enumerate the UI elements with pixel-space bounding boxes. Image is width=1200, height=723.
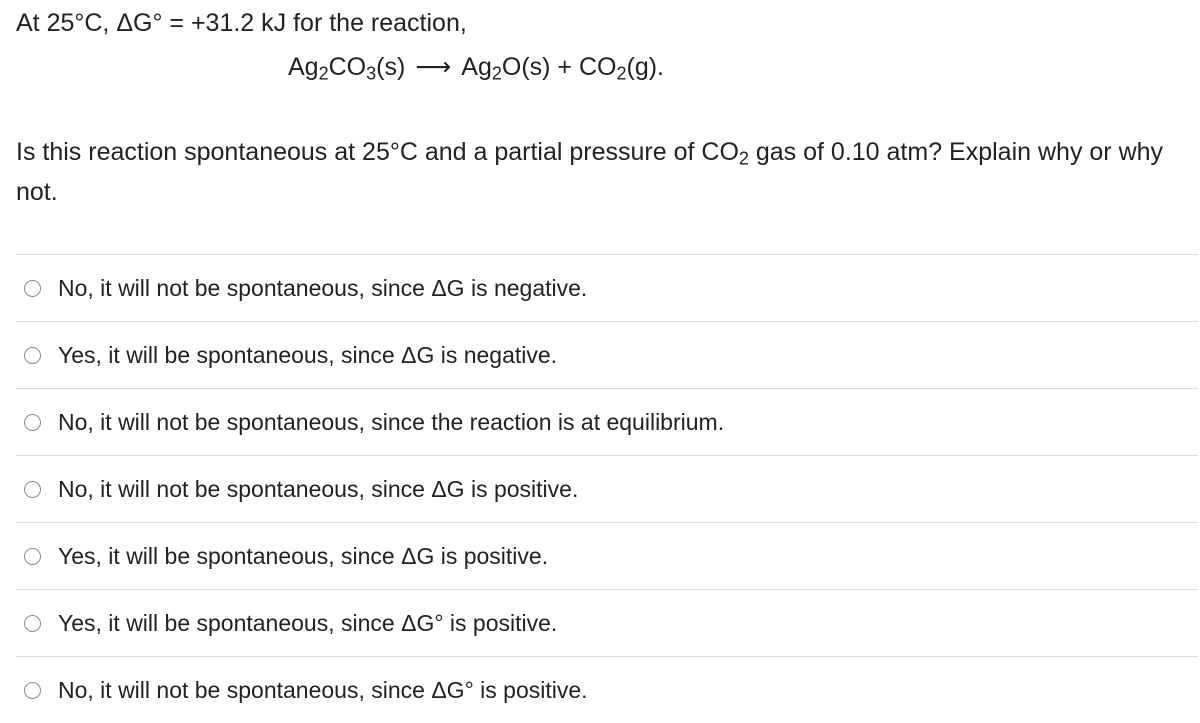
answer-option[interactable]	[16, 456, 1198, 523]
question-part2: gas of 0.10 atm? Explain why or why not.	[16, 138, 1164, 206]
answer-option[interactable]	[16, 590, 1198, 657]
question-part1: Is this reaction spontaneous at 25°C and a partial pressure of CO	[16, 138, 739, 166]
question-intro: At 25°C, ΔG° = +31.2 kJ for the reaction,	[16, 9, 467, 37]
equation-reactant-sub1: 2	[318, 63, 329, 84]
answer-option[interactable]	[16, 389, 1198, 456]
answer-option-label: No, it will not be spontaneous, since ΔG° is positive.	[58, 676, 588, 703]
radio-button[interactable]	[24, 414, 41, 431]
answer-option[interactable]	[16, 322, 1198, 389]
radio-button[interactable]	[24, 682, 41, 699]
equation-reactant-sub2: 3	[366, 63, 377, 84]
question-subscript: 2	[738, 148, 749, 169]
answer-option-label: No, it will not be spontaneous, since ΔG is positive.	[58, 475, 579, 502]
radio-button[interactable]	[24, 548, 41, 565]
radio-button[interactable]	[24, 347, 41, 364]
answer-option[interactable]	[16, 255, 1198, 322]
equation-reactant-state: (s)	[376, 53, 406, 81]
radio-button[interactable]	[24, 615, 41, 632]
question-text	[16, 132, 1191, 212]
equation-product1-prefix: Ag	[461, 53, 492, 81]
radio-button[interactable]	[24, 280, 41, 297]
answer-option[interactable]	[16, 523, 1198, 590]
radio-button[interactable]	[24, 481, 41, 498]
equation-reactant-prefix: Ag	[288, 53, 319, 81]
equation-product1-suffix: O(s) + CO	[501, 53, 617, 81]
answer-option-label: Yes, it will be spontaneous, since ΔG is negative.	[58, 341, 558, 368]
reaction-equation	[288, 50, 664, 84]
reaction-arrow-icon: ⟶	[415, 53, 452, 81]
answer-option-label: Yes, it will be spontaneous, since ΔG° is positive.	[58, 609, 558, 636]
answer-options-list	[16, 254, 1198, 723]
equation-product1-sub: 2	[491, 63, 502, 84]
equation-product2-sub: 2	[616, 63, 627, 84]
answer-option[interactable]	[16, 657, 1198, 723]
answer-option-label: No, it will not be spontaneous, since ΔG is negative.	[58, 274, 588, 301]
answer-option-label: No, it will not be spontaneous, since the reaction is at equilibrium.	[58, 408, 725, 435]
equation-reactant-mid: CO	[328, 53, 367, 81]
answer-option-label: Yes, it will be spontaneous, since ΔG is positive.	[58, 542, 549, 569]
equation-product2-state: (g).	[626, 53, 664, 81]
